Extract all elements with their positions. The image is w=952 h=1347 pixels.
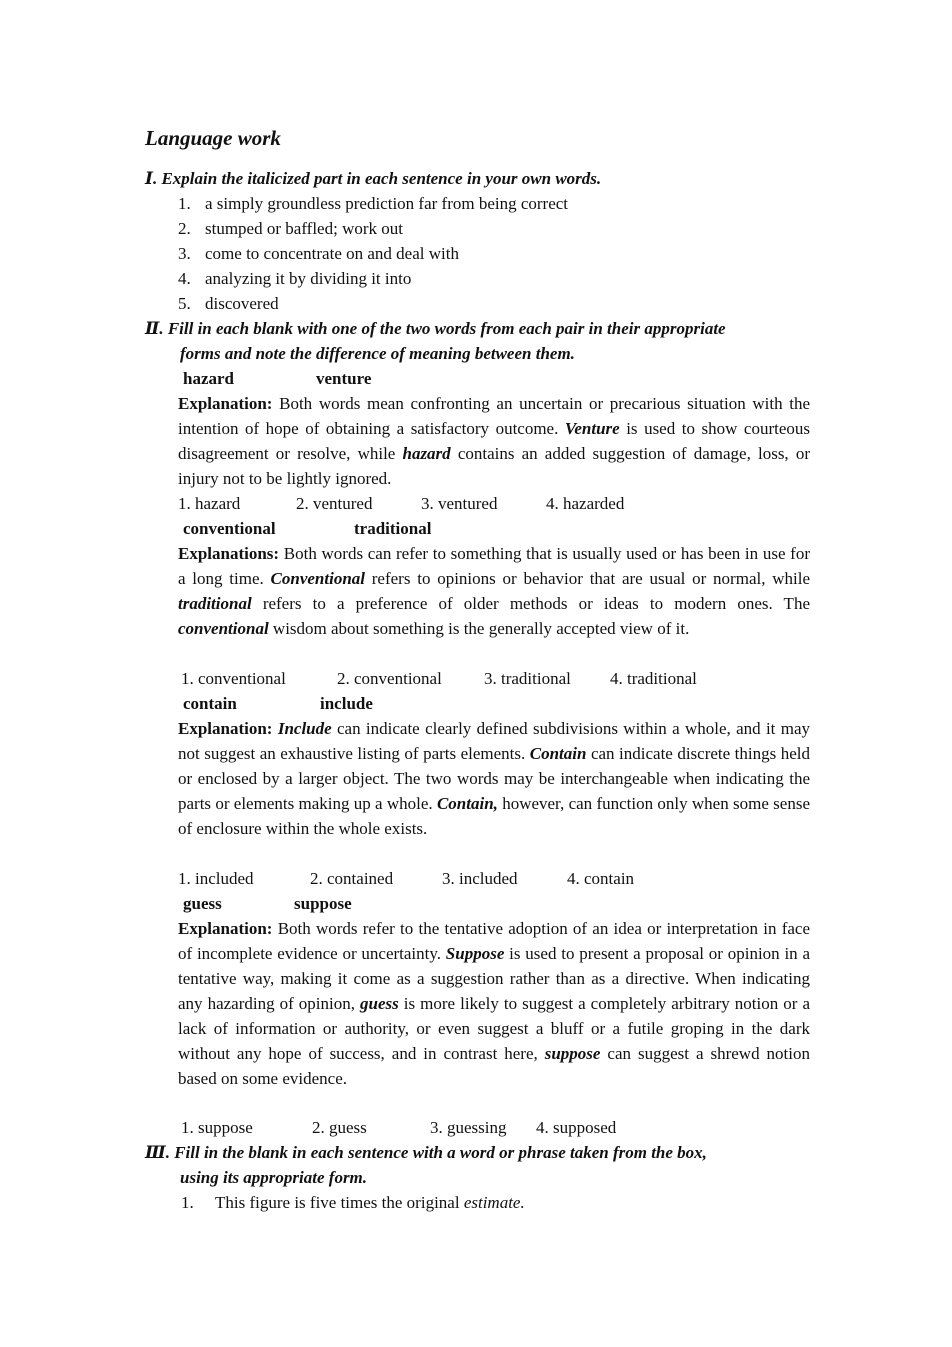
explanation-paragraph: Explanation: Both words mean confronting an uncertain or precarious situation with the intention of hope of obtaining a satisfactory outcome. Venture is used to show courteous disagreement or resolve, while hazard contains an added suggestion of damage, loss, or injury not to be lightly ignored.: [178, 394, 810, 488]
list-item: 2. stumped or baffled; work out: [178, 219, 403, 238]
explanation-paragraph: Explanations: Both words can refer to something that is usually used or has been in use for a long time. Conventional refers to opinions or behavior that are usual or normal, while traditional refers to a preference of older methods or ideas to modern ones. The conventional wisdom about something is the generally accepted view of it.: [178, 544, 810, 638]
list-item: 1. a simply groundless prediction far from being correct: [178, 194, 569, 213]
page-title: Language work: [145, 126, 281, 150]
list-item: 4. analyzing it by dividing it into: [178, 269, 412, 288]
explanation-paragraph: Explanation: Include can indicate clearly defined subdivisions within a whole, and it may not suggest an exhaustive listing of parts elements. Contain can indicate discrete things held or enclosed by a larger object. The two words may be interchangeable when indicating the parts or elements making up a whole. Contain, however, can function only when some sense of enclosure within the whole exists.: [178, 719, 811, 838]
explanation-paragraph: Explanation: Both words refer to the tentative adoption of an idea or interpretation in face of incomplete evidence or uncertainty. Suppose is used to present a proposal or opinion in a tentative way, making it come as a suggestion rather than as a directive. When indicating any hazarding of opinion, guess is more likely to suggest a completely arbitrary notion or a lack of information or authority, or even suggest a bluff or a futile groping in the dark without any hope of success, and in contrast here, suppose can suggest a shrewd notion based on some evidence.: [178, 919, 810, 1088]
list-item: 5. discovered: [178, 294, 279, 313]
document-page: Language work Ⅰ. Explain the italicized part in each sentence in your own words. 1. a simply groundless prediction far from being correct 2. stumped or baffled; work out 3. come to concentrate on and deal with 4. analyzing it by dividing it into 5. discovered Ⅱ. Fill in each blank with one of the two words from each pair in their appropriate forms and note the difference of meaning between them. hazard venture Explanation: Both words mean confronting an uncertain or precarious situation with the intention of hope of obtaining a satisfactory outcome. Venture is used to show courteous disagreement or resolve, while hazard contains an added suggestion of damage, loss, or injury not to be lightly ignored. 1. hazard 2. ventured 3. ventured 4. hazarded conventional traditional Explanations: Both words can refer to something that is usually used or has been in use for a long time. Conventional refers to opinions or behavior that are usual or normal, while traditional refers to a preference of older methods or ideas to modern ones. The conventional wisdom about something is the generally accepted view of it. 1. conventional 2. conventional 3. traditional 4. traditional contain include Explanation: Include can indicate clearly defined subdivisions within a whole, and it may not suggest an exhaustive listing of parts elements. Contain can indicate discrete things held or enclosed by a larger object. The two words may be interchangeable when indicating the parts or elements making up a whole. Contain, however, can function only when some sense of enclosure within the whole exists. 1. included 2. contained 3. included 4. contain guess suppose Explanation: Both words refer to the tentative adoption of an idea or interpretation in face of incomplete evidence or uncertainty. Suppose is used to present a proposal or opinion in a tentative way, making it come as a suggestion rather than as a directive. When indicating any hazarding of opinion, guess is more likely to suggest a completely arbitrary notion or a lack of information or authority, or even suggest a bluff or a futile groping in the dark without any hope of success, and in contrast here, suppose can suggest a shrewd notion based on some evidence. 1. suppose 2. guess 3. guessing 4. supposed Ⅲ. Fill in the blank in each sentence with a word or phrase taken from the box, using its appropriate form. 1. This figure is five times the original estimate.: [0, 0, 952, 1347]
list-item: 1. This figure is five times the original estimate.: [181, 1193, 525, 1212]
section-1-heading: Ⅰ. Explain the italicized part in each sentence in your own words.: [145, 169, 602, 188]
section-2-heading: Ⅱ. Fill in each blank with one of the two words from each pair in their appropriate forms and note the difference of meaning between them.: [145, 319, 726, 363]
list-item: 3. come to concentrate on and deal with: [178, 244, 459, 263]
section-3-heading: Ⅲ. Fill in the blank in each sentence with a word or phrase taken from the box, using its appropriate form.: [145, 1143, 707, 1187]
